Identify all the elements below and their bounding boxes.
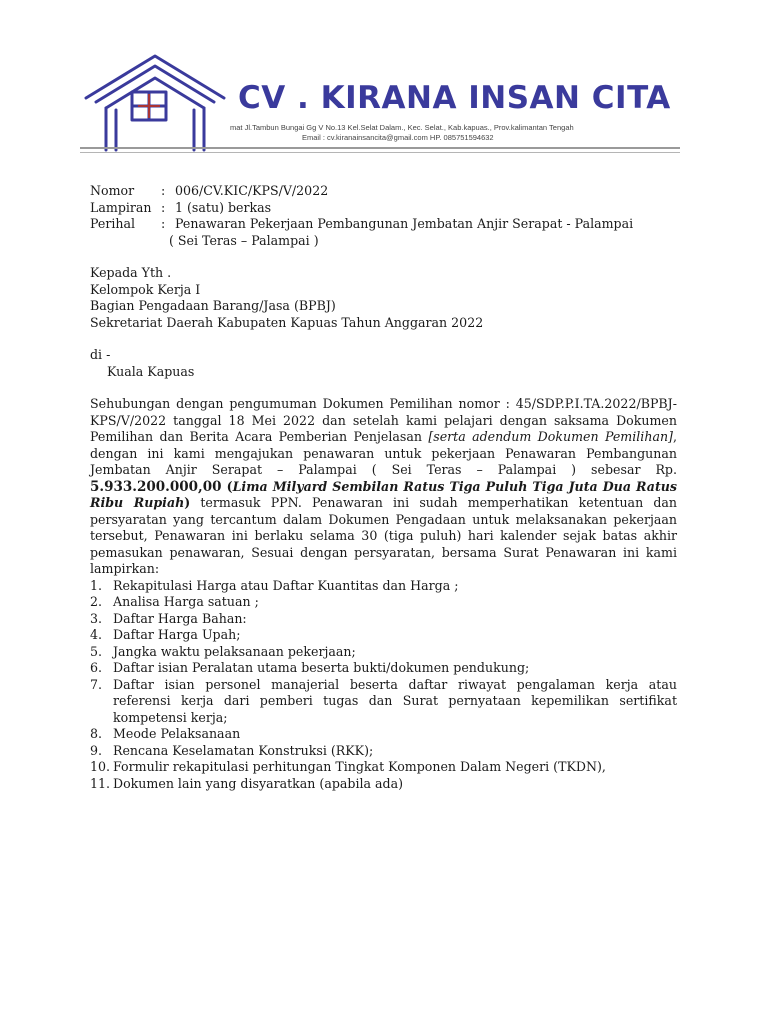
nomor-label: Nomor <box>90 183 135 198</box>
recipient-di: di - <box>90 347 111 362</box>
attachment-list <box>90 578 677 793</box>
list-item: 10. Formulir rekapitulasi perhitungan Tingkat Komponen Dalam Negeri (TKDN), <box>90 759 606 774</box>
list-item: 9. Rencana Keselamatan Konstruksi (RKK); <box>90 742 374 758</box>
perihal-row <box>90 216 677 233</box>
lampiran-value: 1 (satu) berkas <box>175 199 272 215</box>
list-item: 5. Jangka waktu pelaksanaan pekerjaan; <box>90 643 356 659</box>
body-italic-note: [serta adendum Dokumen Pemilihan] <box>428 429 673 444</box>
list-item: 3. Daftar Harga Bahan: <box>90 610 247 626</box>
recipient-department: Bagian Pengadaan Barang/Jasa (BPBJ) <box>90 298 336 313</box>
nomor-colon: : <box>161 183 166 198</box>
body-part-1: Sehubungan dengan pengumuman Dokumen Pemilihan nomor : 45/SDP.P.I.TA.2022/BPBJ-KPS/V/2022 tanggal 18 Mei 2022 dan setelah kami pelajari dengan saksama Dokumen Pemilihan dan Berita Acara Pemberian Penjelasan <box>90 396 677 444</box>
list-item: 4. Daftar Harga Upah; <box>90 627 241 642</box>
letterhead-divider <box>80 147 680 149</box>
list-item: 8. Meode Pelaksanaan <box>90 726 241 741</box>
recipient-salutation: Kepada Yth . <box>90 265 172 280</box>
amount-close-paren: ) <box>184 495 191 510</box>
lampiran-label: Lampiran <box>90 199 152 215</box>
bid-amount-words: Lima Milyard Sembilan Ratus Tiga Puluh Tiga Juta Dua Ratus Ribu Rupiah <box>90 478 678 510</box>
list-item: 1. Rekapitulasi Harga atau Daftar Kuantitas dan Harga ; <box>90 577 459 593</box>
perihal-value: Penawaran Pekerjaan Pembangunan Jembatan Anjir Serapat - Palampai <box>175 216 634 231</box>
recipient-secretariat: Sekretariat Daerah Kabupaten Kapuas Tahun Anggaran 2022 <box>90 314 484 330</box>
company-contact: Email : cv.kiranainsancita@gmail.com HP. 085751594632 <box>302 133 494 142</box>
list-item: 6. Daftar isian Peralatan utama beserta bukti/dokumen pendukung; <box>90 660 530 675</box>
list-item: 2. Analisa Harga satuan ; <box>90 594 259 609</box>
bid-amount: 5.933.200.000,00 <box>90 478 222 495</box>
perihal-colon: : <box>161 216 166 231</box>
list-item: 7. Daftar isian personel manajerial beserta daftar riwayat pengalaman kerja atau referensi kerja dari pemberi tugas dan Surat pernyataan kepemilikan sertifikat kompetensi kerja; <box>90 676 677 725</box>
amount-open-paren: ( <box>221 478 233 494</box>
lampiran-colon: : <box>161 199 166 215</box>
house-roof-logo-icon <box>80 50 230 160</box>
nomor-row <box>90 183 677 200</box>
perihal-value-continued: ( Sei Teras – Palampai ) <box>169 232 319 248</box>
company-address: mat Jl.Tambun Bungai Gg V No.13 Kel.Selat Dalam., Kec. Selat., Kab.kapuas., Prov.kalimantan Tengah <box>230 123 574 132</box>
letter-body <box>90 396 677 578</box>
recipient-group: Kelompok Kerja I <box>90 281 201 297</box>
letterhead-divider-thin <box>80 152 680 153</box>
recipient-place: Kuala Kapuas <box>107 363 195 379</box>
perihal-label: Perihal <box>90 216 136 231</box>
list-item: 11. Dokumen lain yang disyaratkan (apabila ada) <box>90 775 404 791</box>
lampiran-row <box>90 200 677 217</box>
body-part-3: termasuk PPN. Penawaran ini sudah memperhatikan ketentuan dan persyaratan yang tercantum dalam Dokumen Pengadaan untuk melaksanakan pekerjaan tersebut, Penawaran ini berlaku selama 30 (tiga puluh) hari kalender sejak batas akhir pemasukan penawaran, Sesuai dengan persyaratan, bersama Surat Penawaran ini kami lampirkan: <box>90 495 677 576</box>
company-name: CV . KIRANA INSAN CITA <box>238 80 671 116</box>
letterhead <box>80 50 680 165</box>
letter-content <box>90 183 677 792</box>
nomor-value: 006/CV.KIC/KPS/V/2022 <box>175 183 329 198</box>
body-part-2: , dengan ini kami mengajukan penawaran untuk pekerjaan Penawaran Pembangunan Jembatan Anjir Serapat – Palampai ( Sei Teras – Palampai ) sebesar Rp. <box>90 429 677 477</box>
